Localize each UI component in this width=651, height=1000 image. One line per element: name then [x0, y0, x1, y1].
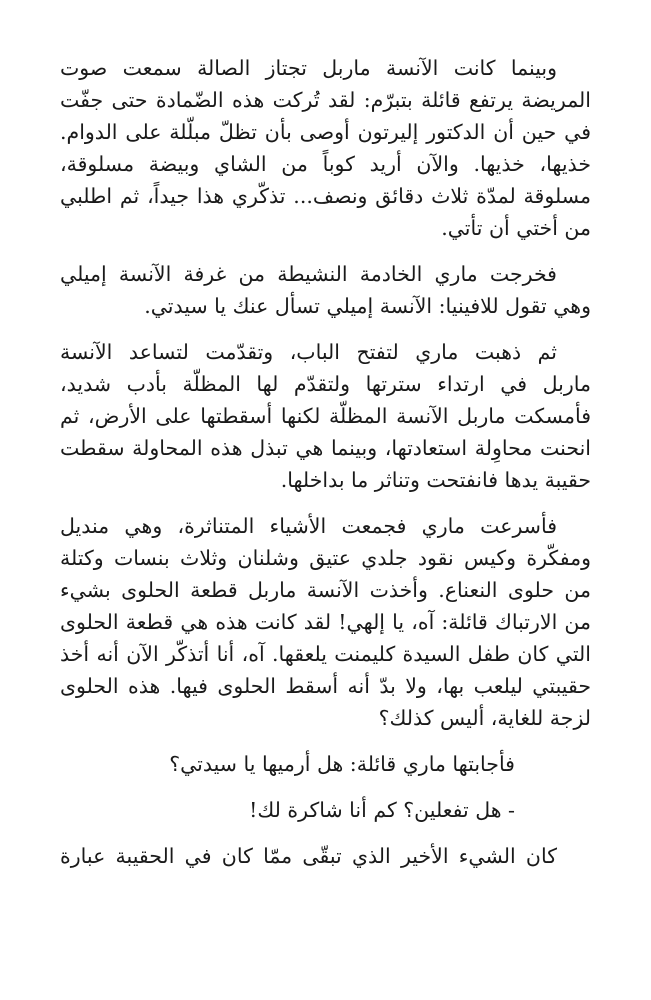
paragraph-3 — [60, 336, 591, 496]
dialog-line-1: فأجابتها ماري قائلة: هل أرميها يا سيدتي؟ — [169, 752, 515, 776]
text-line: في حين أن الدكتور إليرتون أوصى بأن تظلّ مبلّلة على الدوام. — [60, 120, 591, 144]
text-line: انحنت محاوِلة استعادتها، وبينما هي تبذل هذه المحاولة سقطت — [60, 436, 591, 460]
text-line: مسلوقة لمدّة ثلاث دقائق ونصف... تذكّري هذا جيداً، ثم اطلبي — [60, 184, 591, 208]
text-line: من الارتباك قائلة: آه، يا إلهي! لقد كانت هذه هي قطعة الحلوى — [60, 610, 591, 634]
text-line: فأسرعت ماري فجمعت الأشياء المتناثرة، وهي منديل — [60, 514, 557, 538]
text-line: من أختي أن تأتي. — [441, 216, 591, 240]
text-line: المريضة يرتفع قائلة بتبرّم: لقد تُركت هذه الضّمادة حتى جفّت — [60, 88, 591, 112]
text-line: حقيبة يدها فانفتحت وتناثر ما بداخلها. — [280, 468, 591, 492]
paragraph-1 — [60, 52, 591, 244]
text-line: ثم ذهبت ماري لتفتح الباب، وتقدّمت لتساعد الآنسة — [60, 340, 557, 364]
text-line: فأمسكت ماربل الآنسة المظلّة لكنها أسقطتها على الأرض، ثم — [60, 404, 591, 428]
text-line: فخرجت ماري الخادمة النشيطة من غرفة الآنسة إميلي — [60, 262, 557, 286]
text-line: كان الشيء الأخير الذي تبقّى ممّا كان في الحقيبة عبارة — [60, 844, 557, 868]
text-line: ماربل في ارتداء سترتها ولتقدّم لها المظلّة بأدب شديد، — [60, 372, 591, 396]
text-line: ومفكّرة وكيس نقود جلدي عتيق وشلنان وثلاث بنسات وكتلة — [60, 546, 591, 570]
text-line: خذيها، خذيها. والآن أريد كوباً من الشاي وبيضة مسلوقة، — [60, 152, 591, 176]
text-line: وهي تقول للافينيا: الآنسة إميلي تسأل عنك يا سيدتي. — [144, 294, 591, 318]
paragraph-4 — [60, 510, 591, 734]
text-line: من حلوى النعناع. وأخذت الآنسة ماربل قطعة الحلوى بشيء — [60, 578, 591, 602]
paragraph-5 — [60, 840, 591, 872]
document-page — [60, 52, 591, 886]
text-line: وبينما كانت الآنسة ماربل تجتاز الصالة سمعت صوت — [60, 56, 557, 80]
text-line: لزجة للغاية، أليس كذلك؟ — [378, 706, 591, 730]
paragraph-2 — [60, 258, 591, 322]
dialog-line-2: - هل تفعلين؟ كم أنا شاكرة لك! — [249, 798, 515, 822]
text-line: التي كان طفل السيدة كليمنت يلعقها. آه، أنا أتذكّر الآن أنه أخذ — [60, 642, 591, 666]
text-line: حقيبتي ليلعب بها، ولا بدّ أنه أسقط الحلوى فيها. هذه الحلوى — [60, 674, 591, 698]
